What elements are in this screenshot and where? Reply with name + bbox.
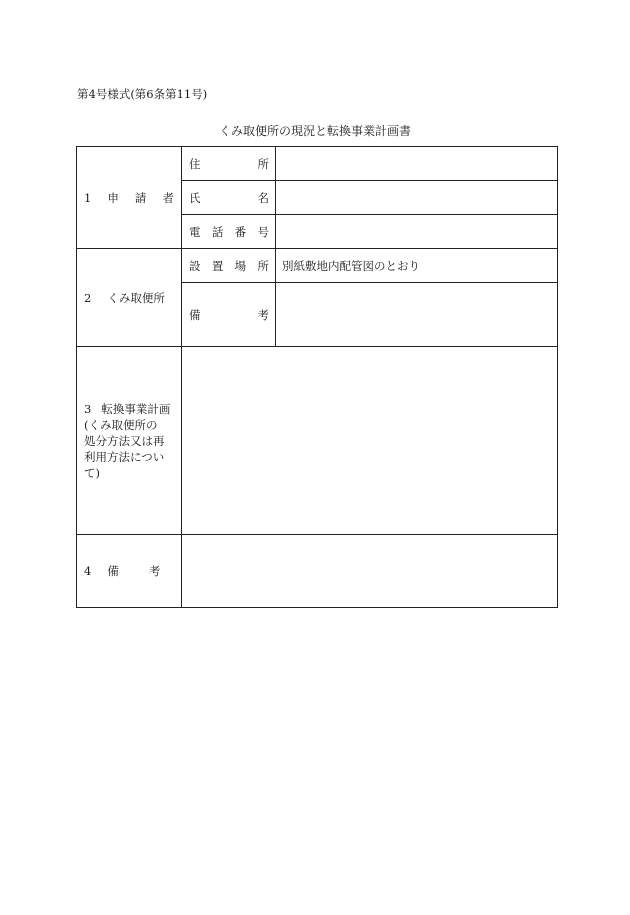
applicant-section-label xyxy=(77,147,182,249)
label-char: 場 xyxy=(234,258,247,273)
section-number: 2 xyxy=(84,290,92,305)
location-value-field[interactable]: 別紙敷地内配管図のとおり xyxy=(276,249,558,283)
label-char: 請 xyxy=(134,190,147,205)
location-label xyxy=(182,249,276,283)
label-char: 所 xyxy=(257,156,269,171)
label-char: 氏 xyxy=(189,190,201,205)
label-char: 考 xyxy=(148,564,161,578)
conversion-plan-field[interactable] xyxy=(182,347,558,535)
toilet-location-row xyxy=(77,249,558,283)
address-value-field[interactable] xyxy=(276,147,558,181)
name-label xyxy=(182,181,276,215)
form-number: 第4号様式(第6条第11号) xyxy=(77,87,208,101)
label-char: 備 xyxy=(107,564,119,578)
toilet-remarks-field[interactable] xyxy=(276,283,558,347)
label-char: 号 xyxy=(257,224,269,239)
label-char: 番 xyxy=(234,224,247,239)
label-char: 話 xyxy=(211,224,224,239)
section-number: 3 xyxy=(84,401,92,416)
remarks-section-label xyxy=(77,535,182,608)
label-line xyxy=(84,401,181,417)
label-char: 者 xyxy=(162,190,174,205)
label-char: 申 xyxy=(107,190,119,205)
label-char: 名 xyxy=(257,190,269,205)
section-label-text: 転換事業計画 xyxy=(101,401,171,416)
phone-label xyxy=(182,215,276,249)
section-number: 1 xyxy=(84,190,92,205)
label-line: 利用方法につい xyxy=(84,449,165,464)
application-form-table xyxy=(76,146,558,608)
remarks-label xyxy=(182,283,276,347)
label-char: 置 xyxy=(211,258,224,273)
section-label-text: くみ取便所 xyxy=(107,290,165,305)
document-title: くみ取便所の現況と転換事業計画書 xyxy=(218,124,411,138)
name-value-field[interactable] xyxy=(276,181,558,215)
phone-value-field[interactable] xyxy=(276,215,558,249)
label-char: 考 xyxy=(257,307,269,322)
label-char: 備 xyxy=(189,307,201,322)
section-number: 4 xyxy=(84,564,92,578)
remarks-field[interactable] xyxy=(182,535,558,608)
applicant-address-row xyxy=(77,147,558,181)
label-char: 住 xyxy=(189,156,201,171)
label-char: 所 xyxy=(257,258,269,273)
address-label xyxy=(182,147,276,181)
label-line: 処分方法又は再 xyxy=(84,433,165,448)
conversion-plan-label xyxy=(77,347,182,535)
toilet-section-label xyxy=(77,249,182,347)
conversion-plan-row xyxy=(77,347,558,535)
label-line: (くみ取便所の xyxy=(84,417,158,432)
label-char: 設 xyxy=(189,258,201,273)
remarks-row xyxy=(77,535,558,608)
label-line: て) xyxy=(84,465,100,480)
label-char: 電 xyxy=(189,224,201,239)
